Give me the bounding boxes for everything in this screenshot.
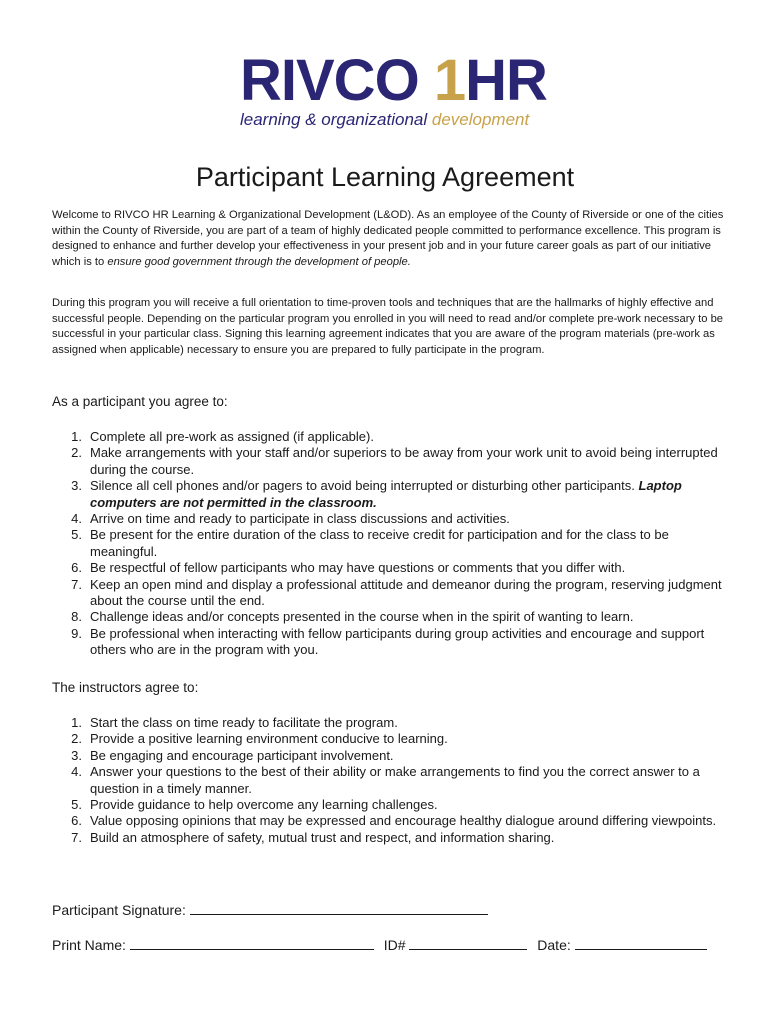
list-item: 5. Be present for the entire duration of the class to receive credit for participation and for the class to be meaningful.	[71, 527, 669, 559]
list-item: 4. Answer your questions to the best of their ability or make arrangements to find you the correct answer to a question in a timely manner.	[71, 764, 700, 796]
list-item: 2. Make arrangements with your staff and/or superiors to be away from your work unit to avoid being interrupted during the course.	[71, 445, 718, 477]
instructors-heading: The instructors agree to:	[52, 680, 199, 695]
logo-tagline: learning & organizational development	[240, 110, 530, 129]
list-item: 4. Arrive on time and ready to participate in class discussions and activities.	[71, 511, 510, 527]
list-item: 1. Complete all pre-work as assigned (if applicable).	[71, 429, 374, 444]
date-label: Date:	[537, 937, 571, 953]
id-label: ID#	[383, 937, 406, 953]
list-item: 5. Provide guidance to help overcome any learning challenges.	[71, 797, 438, 813]
name-id-date-row	[52, 935, 707, 953]
list-item: 8. Challenge ideas and/or concepts presented in the course when in the spirit of wanting to learn.	[71, 609, 634, 625]
logo-wordmark: RIVCO 1HR	[240, 48, 547, 113]
list-item: 6. Be respectful of fellow participants who may have questions or comments that you differ with.	[71, 560, 626, 576]
id-field[interactable]	[409, 935, 527, 950]
list-item: 2. Provide a positive learning environment conducive to learning.	[71, 731, 448, 747]
list-item: 6. Value opposing opinions that may be expressed and encourage healthy dialogue around differing viewpoints.	[71, 813, 717, 829]
instructors-agreement-list	[52, 715, 732, 846]
orientation-paragraph: During this program you will receive a full orientation to time-proven tools and techniques that are the hallmarks of highly effective and successful people. Depending on the particular program you enrolled in you will need to read and/or complete pre-work necessary to be successful in your particular class. Signing this learning agreement indicates that you are aware of the program materials (pre-work as assigned when applicable) necessary to ensure you are prepared to fully participate in the program.	[52, 297, 724, 356]
list-item: 3. Silence all cell phones and/or pagers to avoid being interrupted or disturbing other participants. Laptop computers are not permitted in the classroom.	[71, 478, 682, 510]
signature-label: Participant Signature:	[52, 902, 186, 918]
list-item: 1. Start the class on time ready to facilitate the program.	[71, 715, 398, 730]
participant-agreement-list	[52, 429, 732, 659]
page-title: Participant Learning Agreement	[195, 162, 575, 192]
print-name-field[interactable]	[130, 935, 374, 950]
date-field[interactable]	[575, 935, 707, 950]
list-item: 7. Keep an open mind and display a professional attitude and demeanor during the program, reserving judgment about the course until the end.	[71, 576, 722, 609]
list-item: 9. Be professional when interacting with fellow participants during group activities and encourage and support others who are in the program with you.	[71, 625, 705, 658]
intro-paragraph: Welcome to RIVCO HR Learning & Organizational Development (L&OD). As an employee of the County of Riverside or one of the cities within the County of Riverside, you are part of a team of highly dedicated people committed to performance excellence. This program is designed to enhance and further develop your effectiveness in your present job and in your future career goals as part of our initiative which is to ensure good government through the development of people.	[52, 209, 724, 268]
print-name-label: Print Name:	[52, 937, 126, 953]
list-item: 7. Build an atmosphere of safety, mutual trust and respect, and information sharing.	[71, 829, 555, 845]
participant-heading: As a participant you agree to:	[52, 394, 228, 409]
signature-field[interactable]	[190, 900, 488, 915]
rivco-hr-logo	[240, 48, 547, 130]
list-item: 3. Be engaging and encourage participant involvement.	[71, 747, 394, 763]
signature-row	[52, 900, 488, 918]
